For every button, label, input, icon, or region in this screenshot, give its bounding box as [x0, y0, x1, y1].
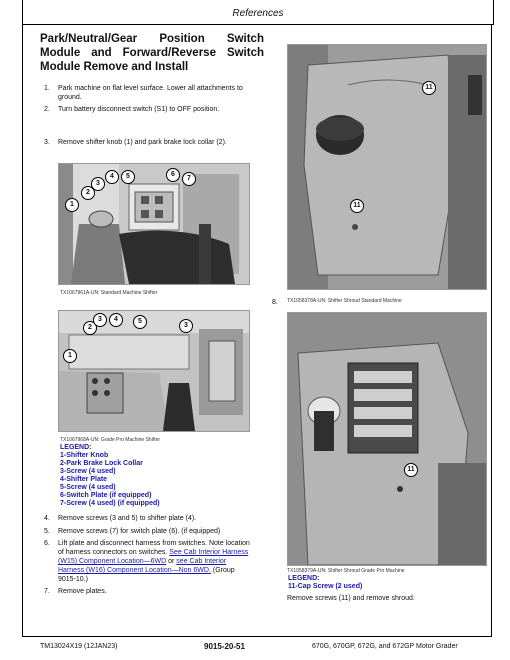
left-rule	[22, 24, 23, 636]
cab-harness-w16-link-cont[interactable]: Harness (W16) Component Location—Non 6WD.	[58, 567, 211, 574]
legend-shroud	[288, 575, 488, 591]
figure-standard-shifter	[58, 163, 250, 285]
legend-item: 1-Shifter Knob	[60, 452, 109, 459]
right-rule	[491, 24, 492, 636]
step-4: 4. Remove screws (3 and 5) to shifter plate (4).	[44, 515, 197, 522]
shifter-illustration	[59, 164, 249, 284]
title-line-1: Park/Neutral/Gear Position Switch	[40, 33, 264, 45]
callout-11: 11	[422, 81, 436, 95]
legend-item: 6-Switch Plate (if equipped)	[60, 492, 152, 499]
footer-page-number: 9015-20-51	[204, 642, 245, 651]
cab-harness-w15-link[interactable]: See Cab Interior Harness	[169, 549, 249, 556]
callout-3: 3	[91, 177, 105, 191]
legend-title: LEGEND:	[288, 575, 320, 582]
callout-1: 1	[63, 349, 77, 363]
title-line-2: Module and Forward/Reverse Switch	[40, 47, 264, 59]
figure-1-caption: TX1067961A-UN: Standard Machine Shifter	[60, 290, 158, 296]
step-7: 7. Remove plates.	[44, 588, 107, 595]
callout-2: 2	[83, 321, 97, 335]
callout-11: 11	[404, 463, 418, 477]
callout-5: 5	[133, 315, 147, 329]
legend-shifter	[60, 444, 260, 508]
callout-3: 3	[93, 313, 107, 327]
callout-1: 1	[65, 198, 79, 212]
callout-3b: 3	[179, 319, 193, 333]
legend-item: 11-Cap Screw (2 used)	[288, 583, 363, 590]
shroud-grade-pro-illustration	[288, 313, 486, 565]
title-line-3: Module Remove and Install	[40, 61, 189, 73]
legend-item: 4-Shifter Plate	[60, 476, 108, 483]
footer-doc-id: TM13024X19 (12JAN23)	[40, 643, 118, 650]
footer-model: 670G, 670GP, 672G, and 672GP Motor Grader	[312, 643, 458, 650]
page-header	[22, 0, 494, 25]
cab-harness-w16-link[interactable]: see Cab Interior	[176, 558, 227, 565]
figure-3-caption: TX1058378A-UN: Shifter Shroud Standard Machine	[287, 298, 402, 304]
procedure-title	[40, 32, 264, 74]
step-3: 3. Remove shifter knob (1) and park brake lock collar (2).	[44, 139, 227, 146]
step-1: 1. Park machine on flat level surface. Lower all attachments to ground.	[44, 85, 243, 101]
figure-grade-pro-shifter	[58, 310, 250, 432]
section-title: References	[232, 8, 284, 19]
callout-7: 7	[182, 172, 196, 186]
step-8-text: Remove screws (11) and remove shroud.	[287, 595, 415, 602]
callout-2: 2	[81, 186, 95, 200]
figure-4-caption: TX1058379A-UN: Shifter Shroud Grade Pro Machine	[287, 568, 405, 574]
footer-rule	[22, 636, 492, 637]
step-5: 5. Remove screws (7) for switch plate (6). (if equipped)	[44, 528, 221, 535]
callout-11b: 11	[350, 199, 364, 213]
legend-item: 5-Screw (4 used)	[60, 484, 116, 491]
callout-4: 4	[105, 170, 119, 184]
legend-title: LEGEND:	[60, 444, 92, 451]
figure-2-caption: TX1067968A-UN: Grade Pro Machine Shifter	[60, 437, 161, 443]
step-8: 8.	[272, 299, 278, 306]
callout-4: 4	[109, 313, 123, 327]
figure-shroud-grade-pro	[287, 312, 487, 566]
figure-shroud-standard	[287, 44, 487, 290]
step-6: 6. Lift plate and disconnect harness from switches. Note location of harness connectors on switches. See Cab Interior Harness (W15) Component Location—6WD or see Cab Interior Harness (W16) Component Location—Non 6WD. (Group 9015-10.)	[44, 540, 250, 583]
step-2: 2. Turn battery disconnect switch (S1) to OFF position.	[44, 106, 220, 113]
shroud-standard-illustration	[288, 45, 486, 289]
legend-item: 2-Park Brake Lock Collar	[60, 460, 143, 467]
legend-item: 7-Screw (4 used) (if equipped)	[60, 500, 160, 507]
legend-item: 3-Screw (4 used)	[60, 468, 116, 475]
cab-harness-w15-link-cont[interactable]: (W15) Component Location—6WD	[58, 558, 167, 565]
callout-6: 6	[166, 168, 180, 182]
callout-5: 5	[121, 170, 135, 184]
